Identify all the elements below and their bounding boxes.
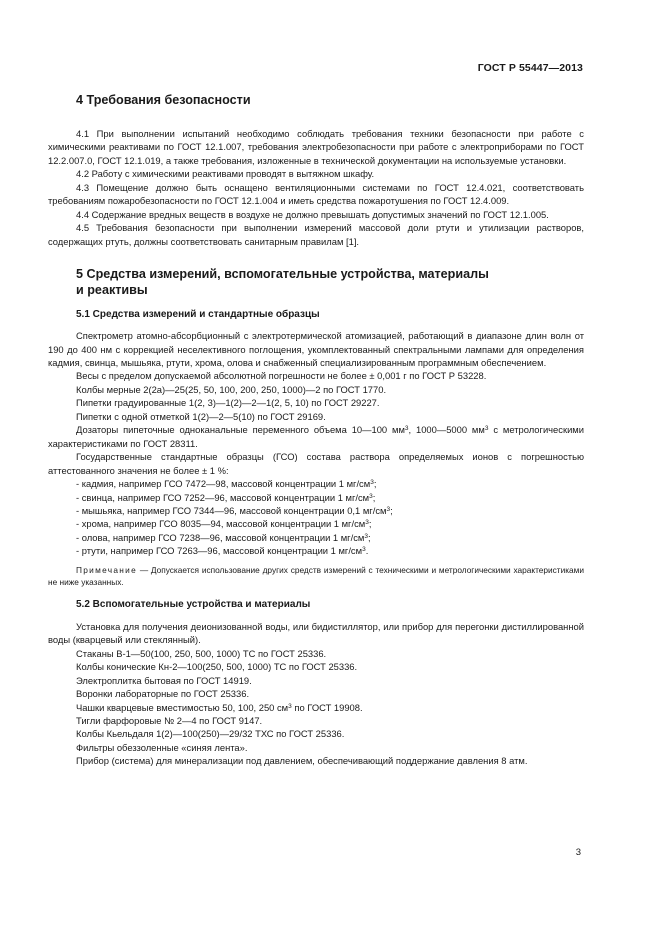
flasks-paragraph: Колбы мерные 2(2а)—25(25, 50, 100, 200, 250, 1000)—2 по ГОСТ 1770.	[76, 383, 387, 395]
water-unit-paragraph: Установка для получения деионизованной воды, или бидистиллятор, или прибор для перегонки дистиллированной воды (кварцевый или стеклянный).	[48, 620, 584, 646]
crucibles-paragraph: Тигли фарфоровые № 2—4 по ГОСТ 9147.	[76, 714, 263, 726]
single-mark-pipettes-paragraph: Пипетки с одной отметкой 1(2)—2—5(10) по ГОСТ 29169.	[76, 410, 326, 422]
list-item: - кадмия, например ГСО 7472—98, массовой концентрации 1 $мг/см^3$;	[76, 478, 377, 490]
page-content	[48, 88, 584, 768]
clause-4-3: 4.3 Помещение должно быть оснащено вентиляционными системами по ГОСТ 12.4.021, соответствовать требованиям пожаробезопасности по ГОСТ 12.1.004 и иметь средства пожаротушения по ГОСТ 12.4.009.	[48, 181, 584, 207]
page-number: 3	[575, 847, 581, 858]
standard-code-header: ГОСТ Р 55447—2013	[477, 62, 583, 74]
funnels-paragraph: Воронки лабораторные по ГОСТ 25336.	[76, 688, 250, 700]
list-item: - свинца, например ГСО 7252—96, массовой концентрации 1 $мг/см^3$;	[76, 491, 376, 503]
mineralization-device-paragraph: Прибор (система) для минерализации под давлением, обеспечивающий поддержание давления 8 атм.	[76, 755, 528, 767]
list-item: - олова, например ГСО 7238—96, массовой концентрации 1 $мг/см^3$;	[76, 531, 371, 543]
clause-4-4: 4.4 Содержание вредных веществ в воздухе не должно превышать допустимых значений по ГОСТ 12.1.005.	[76, 208, 549, 220]
clause-4-2: 4.2 Работу с химическими реактивами проводят в вытяжном шкафу.	[76, 168, 375, 180]
list-item: - мышьяка, например ГСО 7344—96, массовой концентрации 0,1 $мг/см^3$;	[76, 504, 393, 516]
dispensers-paragraph: Дозаторы пипеточные одноканальные переменного объема 10—100 $мм^3$, 1000—5000 $мм^3$ с метрологическими характеристиками по ГОСТ 28311.	[48, 424, 584, 449]
kjeldahl-flasks-paragraph: Колбы Кьельдаля 1(2)—100(250)—29/32 ТХС по ГОСТ 25336.	[76, 728, 345, 740]
clause-4-1: 4.1 При выполнении испытаний необходимо соблюдать требования техники безопасности при работе с химическими реактивами по ГОСТ 12.1.007, требования электробезопасности при работе с электроприборами по ГОСТ 12.2.007.0, ГОСТ 12.1.019, а также требования, изложенные в технической документации на используемые установки.	[48, 128, 584, 166]
section-5-title-line1: 5 Средства измерений, вспомогательные устройства, материалы	[76, 267, 489, 282]
scales-paragraph: Весы с пределом допускаемой абсолютной погрешности не более ± 0,001 г по ГОСТ Р 53228.	[76, 370, 487, 382]
section-4-title: 4 Требования безопасности	[76, 93, 251, 107]
hotplate-paragraph: Электроплитка бытовая по ГОСТ 14919.	[76, 674, 252, 686]
filters-paragraph: Фильтры обеззоленные «синяя лента».	[76, 741, 248, 753]
subsection-5-2-title: 5.2 Вспомогательные устройства и материалы	[76, 598, 311, 610]
subsection-5-1-title: 5.1 Средства измерений и стандартные образцы	[76, 309, 320, 321]
beakers-paragraph: Стаканы В-1—50(100, 250, 500, 1000) ТС по ГОСТ 25336.	[76, 647, 327, 659]
list-item: - ртути, например ГСО 7263—96, массовой концентрации 1 $мг/см^3$.	[76, 545, 369, 557]
reference-samples-paragraph: Государственные стандартные образцы (ГСО) состава раствора определяемых ионов с погрешностью аттестованного значения не более ± 1 %:	[48, 451, 584, 476]
spectrometer-paragraph: Спектрометр атомно-абсорбционный с электротермической атомизацией, работающий в диапазоне длин волн от 190 до 400 нм с коррекцией неселективного поглощения, укомплектованный спектральными лампами для определения кадмия, свинца, мышьяка, ртути, хрома, олова и снабженный специализированным программным обеспечением.	[48, 330, 584, 368]
section-5-title-line2: и реактивы	[76, 283, 148, 298]
note-label: Примечание	[76, 564, 138, 575]
note-paragraph: Примечание — Допускается использование других средств измерений с техническими и метрологическими характеристиками не ниже указанных.	[48, 564, 584, 587]
quartz-dishes-paragraph: Чашки кварцевые вместимостью 50, 100, 250 $см^3$ по ГОСТ 19908.	[76, 701, 363, 713]
conical-flasks-paragraph: Колбы конические Кн-2—100(250, 500, 1000) ТС по ГОСТ 25336.	[76, 661, 358, 673]
graduated-pipettes-paragraph: Пипетки градуированные 1(2, 3)—1(2)—2—1(2, 5, 10) по ГОСТ 29227.	[76, 397, 380, 409]
list-item: - хрома, например ГСО 8035—94, массовой концентрации 1 $мг/см^3$;	[76, 518, 372, 530]
reference-samples-list	[48, 477, 584, 558]
clause-4-5: 4.5 Требования безопасности при выполнении измерений массовой доли ртути и утилизации растворов, содержащих ртуть, должны соответствовать санитарным правилам [1].	[48, 222, 584, 247]
